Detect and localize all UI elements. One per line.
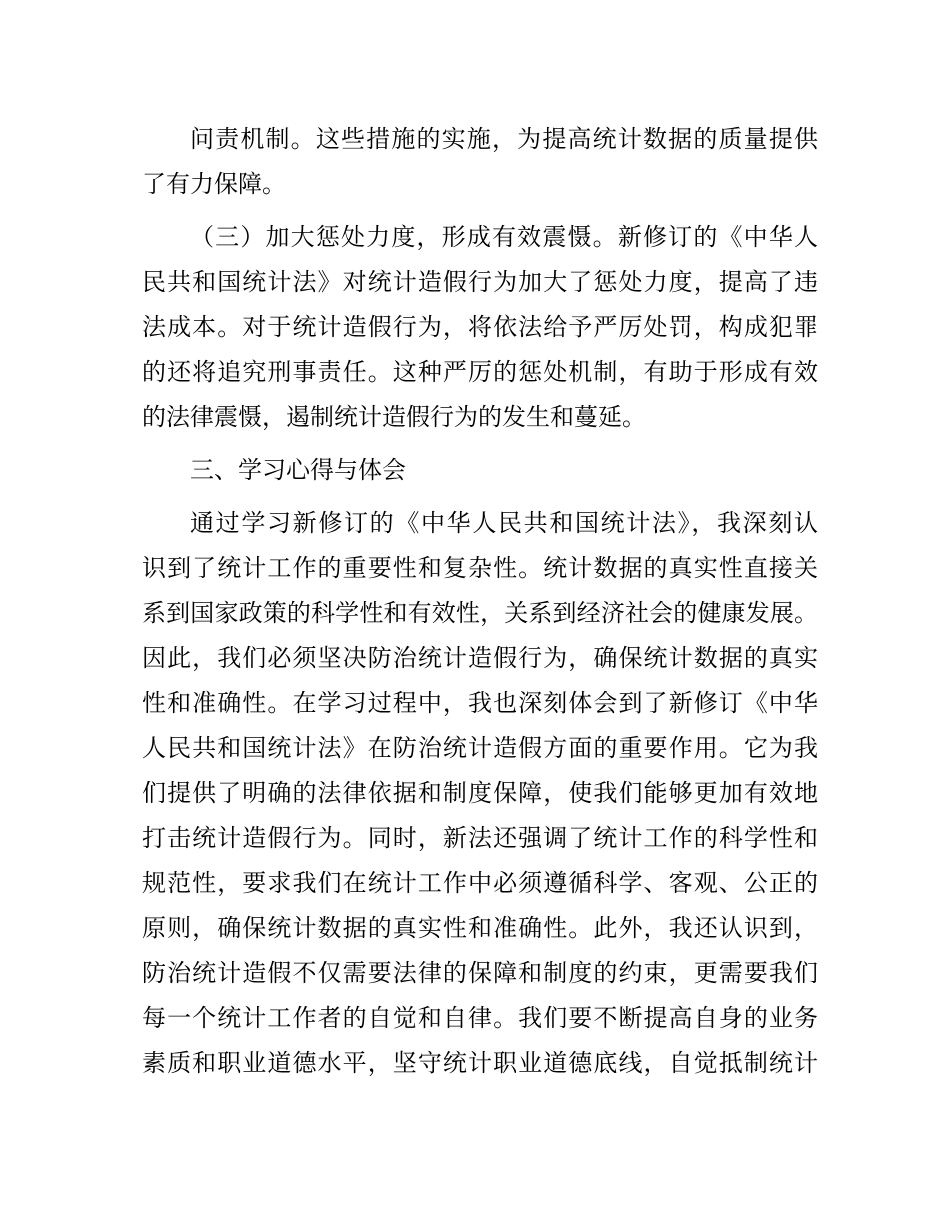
text-line: 素质和职业道德水平，坚守统计职业道德底线，自觉抵制统计: [142, 1049, 818, 1077]
text-line: 人民共和国统计法》在防治统计造假方面的重要作用。它为我: [142, 734, 818, 762]
document-page: [142, 117, 818, 1086]
text-line: 了有力保障。: [142, 170, 286, 198]
text-line: 因此，我们必须坚决防治统计造假行为，确保统计数据的真实: [142, 644, 818, 672]
text-line: 防治统计造假不仅需要法律的保障和制度的约束，更需要我们: [142, 959, 818, 987]
text-line: 民共和国统计法》对统计造假行为加大了惩处力度，提高了违: [142, 268, 818, 296]
text-line: 的法律震慑，遏制统计造假行为的发生和蔓延。: [142, 403, 646, 431]
text-line: 问责机制。这些措施的实施，为提高统计数据的质量提供: [190, 125, 818, 153]
text-line: 每一个统计工作者的自觉和自律。我们要不断提高自身的业务: [142, 1004, 818, 1032]
text-line: 规范性，要求我们在统计工作中必须遵循科学、客观、公正的: [142, 869, 818, 897]
heading-text: 三、学习心得与体会: [190, 456, 406, 484]
text-line: （三）加大惩处力度，形成有效震慑。新修订的《中华人: [190, 223, 818, 251]
text-line: 打击统计造假行为。同时，新法还强调了统计工作的科学性和: [142, 824, 818, 852]
section-heading: [142, 448, 818, 493]
text-line: 们提供了明确的法律依据和制度保障，使我们能够更加有效地: [142, 779, 818, 807]
paragraph-accountability: [142, 117, 818, 207]
paragraph-punishment: [142, 215, 818, 440]
text-line: 性和准确性。在学习过程中，我也深刻体会到了新修订《中华: [142, 689, 818, 717]
text-line: 识到了统计工作的重要性和复杂性。统计数据的真实性直接关: [142, 554, 818, 582]
paragraph-reflections: [142, 501, 818, 1086]
text-line: 通过学习新修订的《中华人民共和国统计法》，我深刻认: [190, 509, 818, 537]
text-line: 法成本。对于统计造假行为，将依法给予严厉处罚，构成犯罪: [142, 313, 818, 341]
text-line: 原则，确保统计数据的真实性和准确性。此外，我还认识到，: [142, 914, 818, 942]
text-line: 系到国家政策的科学性和有效性，关系到经济社会的健康发展。: [142, 599, 818, 627]
text-line: 的还将追究刑事责任。这种严厉的惩处机制，有助于形成有效: [142, 358, 818, 386]
